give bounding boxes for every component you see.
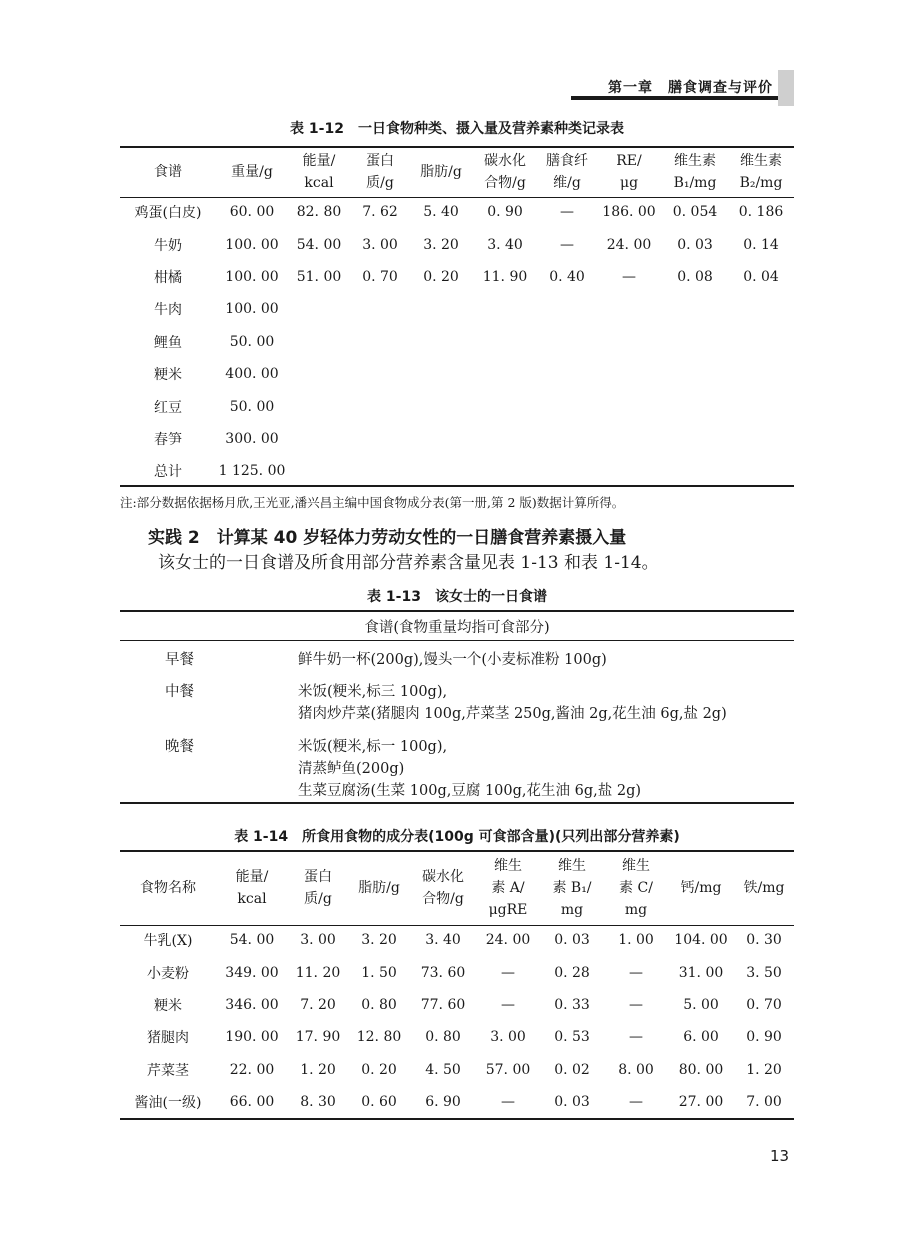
table-1-13-header-rule (120, 640, 794, 641)
column-header-line: kcal (304, 175, 334, 191)
column-header (540, 852, 604, 924)
table-cell (350, 455, 410, 487)
table-cell (350, 358, 410, 390)
table-cell (728, 358, 794, 390)
table-cell (288, 455, 350, 487)
table-cell: 0. 80 (361, 996, 397, 1013)
column-header (668, 852, 734, 924)
column-header-line: 能量/ (302, 153, 336, 169)
table-cell (538, 326, 596, 358)
table-cell: 80. 00 (678, 1061, 724, 1078)
table-cell: 0. 04 (743, 268, 779, 285)
table-cell: 0. 054 (672, 204, 718, 221)
table-cell: 0. 90 (487, 204, 523, 221)
table-cell: 3. 50 (746, 964, 782, 981)
column-header (288, 148, 350, 196)
table-cell (472, 455, 538, 487)
table-row (120, 293, 794, 325)
table-cell (410, 358, 472, 390)
column-header (472, 148, 538, 196)
table-cell: 12. 80 (356, 1029, 402, 1046)
column-header-line: 铁/mg (743, 880, 785, 896)
table-cell (728, 423, 794, 455)
column-header-line: 脂肪/g (420, 164, 462, 180)
table-cell: 0. 30 (746, 932, 782, 949)
column-header-line: 维/g (553, 175, 581, 191)
column-header-line: 蛋白 (304, 869, 332, 885)
chapter-header: 第一章 膳食调查与评价 (608, 80, 773, 96)
table-cell (472, 293, 538, 325)
column-header-line: 脂肪/g (358, 880, 400, 896)
column-header (350, 148, 410, 196)
table-cell: 总计 (154, 464, 182, 481)
table-cell (596, 423, 662, 455)
table-cell (662, 293, 728, 325)
table-cell: 芹菜茎 (147, 1062, 189, 1079)
table-cell (662, 326, 728, 358)
table-cell: 牛肉 (154, 302, 182, 319)
table-1-14-bottom-rule (120, 1118, 794, 1120)
column-header-line: mg (560, 902, 584, 918)
table-cell (662, 423, 728, 455)
table-cell: 50. 00 (229, 333, 275, 350)
column-header-line: 维生素 (674, 153, 716, 169)
table-cell (538, 358, 596, 390)
meal-line: 猪肉炒芹菜(猪腿肉 100g,芹菜茎 250g,酱油 2g,花生油 6g,盐 2g) (298, 706, 727, 722)
column-header-line: 重量/g (231, 164, 273, 180)
table-row (120, 261, 794, 293)
column-header-line: 素 C/ (619, 880, 653, 896)
table-cell: 0. 40 (549, 268, 585, 285)
table-cell: 24. 00 (485, 932, 531, 949)
column-header-line: 膳食纤 (546, 153, 588, 169)
table-cell: — (501, 964, 515, 981)
table-row (120, 358, 794, 390)
column-header-line: 质/g (304, 891, 332, 907)
column-header (348, 852, 410, 924)
table-cell: 0. 33 (554, 996, 590, 1013)
table-cell: 0. 02 (554, 1061, 590, 1078)
table-cell: 3. 20 (423, 236, 459, 253)
table-cell: 60. 00 (229, 204, 275, 221)
table-cell: 82. 80 (296, 204, 342, 221)
table-cell (538, 423, 596, 455)
column-header-line: 蛋白 (366, 153, 394, 169)
table-row (120, 196, 794, 228)
table-cell: 3. 00 (300, 932, 336, 949)
column-header-line: kcal (237, 891, 267, 907)
meal-name-breakfast: 早餐 (165, 652, 194, 668)
table-cell: 0. 80 (425, 1029, 461, 1046)
column-header-line: 食谱 (154, 164, 182, 180)
table-cell (596, 326, 662, 358)
table-cell: 小麦粉 (147, 965, 189, 982)
table-cell: 0. 90 (746, 1029, 782, 1046)
table-cell: 3. 00 (362, 236, 398, 253)
column-header-line: 维生素 (740, 153, 782, 169)
column-header-line: 食物名称 (140, 880, 196, 896)
table-cell (410, 455, 472, 487)
table-cell: 粳米 (154, 367, 182, 384)
table-cell: — (629, 996, 643, 1013)
table-cell (662, 358, 728, 390)
meal-line: 米饭(粳米,标三 100g), (298, 684, 448, 700)
table-1-12-header-row (120, 148, 794, 196)
table-row (120, 924, 794, 956)
table-cell (728, 326, 794, 358)
table-1-12-bottom-rule (120, 485, 794, 487)
column-header-line: 维生 (622, 858, 650, 874)
table-cell: 50. 00 (229, 398, 275, 415)
column-header (288, 852, 348, 924)
table-cell (596, 390, 662, 422)
table-cell: 猪腿肉 (147, 1030, 189, 1047)
table-cell: 7. 00 (746, 1094, 782, 1111)
column-header-line: 维生 (558, 858, 586, 874)
table-cell: 100. 00 (225, 236, 279, 253)
table-row (120, 390, 794, 422)
table-cell (410, 326, 472, 358)
table-cell (288, 390, 350, 422)
table-cell: 0. 70 (362, 268, 398, 285)
table-1-14-caption: 表 1-14 所食用食物的成分表(100g 可食部含量)(只列出部分营养素) (234, 829, 680, 845)
table-row (120, 228, 794, 260)
meal-line: 生菜豆腐汤(生菜 100g,豆腐 100g,花生油 6g,盐 2g) (298, 783, 642, 799)
table-cell: 22. 00 (229, 1061, 275, 1078)
table-cell: 7. 62 (362, 204, 398, 221)
table-cell: 7. 20 (300, 996, 336, 1013)
table-cell: 346. 00 (225, 996, 279, 1013)
table-cell (472, 390, 538, 422)
table-cell: 6. 90 (425, 1094, 461, 1111)
table-cell (410, 293, 472, 325)
table-cell (472, 358, 538, 390)
column-header (728, 148, 794, 196)
table-cell: 鲤鱼 (154, 334, 182, 351)
table-1-14-header-row (120, 852, 794, 924)
column-header-line: 能量/ (235, 869, 269, 885)
table-row (120, 956, 794, 988)
table-cell: 0. 70 (746, 996, 782, 1013)
table-cell: 0. 186 (738, 204, 784, 221)
table-cell: 77. 60 (420, 996, 466, 1013)
table-cell (538, 390, 596, 422)
chapter-tab-marker (778, 70, 794, 106)
table-cell: 0. 20 (361, 1061, 397, 1078)
column-header (410, 148, 472, 196)
table-cell: 100. 00 (225, 268, 279, 285)
meal-line: 清蒸鲈鱼(200g) (298, 761, 405, 777)
table-cell: 3. 40 (425, 932, 461, 949)
table-cell: 0. 03 (554, 932, 590, 949)
table-cell: 100. 00 (225, 301, 279, 318)
column-header-line: mg (624, 902, 648, 918)
table-cell: — (622, 268, 636, 285)
table-cell: 红豆 (154, 399, 182, 416)
table-cell (662, 455, 728, 487)
column-header (734, 852, 794, 924)
table-1-13-caption: 表 1-13 该女士的一日食谱 (367, 589, 547, 605)
table-cell: 5. 40 (423, 204, 459, 221)
table-cell: — (629, 1094, 643, 1111)
column-header (662, 148, 728, 196)
table-cell: 3. 40 (487, 236, 523, 253)
table-cell: 0. 08 (677, 268, 713, 285)
table-cell (596, 455, 662, 487)
column-header-line: μgRE (488, 902, 528, 918)
table-cell: 57. 00 (485, 1061, 531, 1078)
table-cell: 104. 00 (674, 932, 728, 949)
column-header (538, 148, 596, 196)
table-1-13-bottom-rule (120, 802, 794, 804)
table-1-12-note: 注:部分数据依据杨月欣,王光亚,潘兴昌主编中国食物成分表(第一册,第 2 版)数据计算所得。 (120, 495, 625, 510)
table-cell: 400. 00 (225, 366, 279, 383)
table-cell: — (560, 236, 574, 253)
table-cell: 8. 00 (618, 1061, 654, 1078)
table-cell: 186. 00 (602, 204, 656, 221)
table-cell (472, 423, 538, 455)
practice-2-title: 实践 2 计算某 40 岁轻体力劳动女性的一日膳食营养素摄入量 (148, 528, 627, 548)
table-cell: 1. 20 (746, 1061, 782, 1078)
column-header (604, 852, 668, 924)
table-cell: 0. 14 (743, 236, 779, 253)
table-row (120, 326, 794, 358)
table-cell: 1. 00 (618, 932, 654, 949)
table-1-14-header-rule (120, 925, 794, 926)
column-header (120, 148, 216, 196)
table-cell: 1. 50 (361, 964, 397, 981)
column-header-line: 合物/g (484, 175, 526, 191)
table-cell (350, 390, 410, 422)
table-cell (350, 293, 410, 325)
table-cell: 73. 60 (420, 964, 466, 981)
table-cell: — (501, 1094, 515, 1111)
table-cell (538, 293, 596, 325)
column-header-line: B₂/mg (739, 175, 783, 191)
table-cell: 1. 20 (300, 1061, 336, 1078)
column-header-line: 维生 (494, 858, 522, 874)
table-cell (472, 326, 538, 358)
table-1-13-top-rule (120, 610, 794, 612)
table-cell (350, 326, 410, 358)
table-cell: 54. 00 (296, 236, 342, 253)
column-header-line: μg (619, 175, 639, 191)
table-cell: 春笋 (154, 431, 182, 448)
column-header-line: 碳水化 (484, 153, 526, 169)
column-header-line: 素 B₁/ (552, 880, 592, 896)
column-header-line: 素 A/ (491, 880, 525, 896)
table-cell: 0. 60 (361, 1094, 397, 1111)
table-cell: — (629, 964, 643, 981)
table-cell: 24. 00 (606, 236, 652, 253)
table-cell: 0. 28 (554, 964, 590, 981)
table-row (120, 989, 794, 1021)
table-cell: 51. 00 (296, 268, 342, 285)
table-cell: 5. 00 (683, 996, 719, 1013)
table-cell (728, 390, 794, 422)
table-1-13-header: 食谱(食物重量均指可食部分) (364, 620, 550, 636)
table-cell: 1 125. 00 (218, 463, 286, 480)
table-cell: 0. 53 (554, 1029, 590, 1046)
meal-line: 鲜牛奶一杯(200g),馒头一个(小麦标准粉 100g) (298, 652, 607, 668)
table-row (120, 455, 794, 487)
column-header (596, 148, 662, 196)
table-cell: 349. 00 (225, 964, 279, 981)
table-cell: 27. 00 (678, 1094, 724, 1111)
meal-name-dinner: 晚餐 (165, 739, 194, 755)
table-cell: 鸡蛋(白皮) (134, 205, 202, 222)
table-cell: 190. 00 (225, 1029, 279, 1046)
table-cell (728, 455, 794, 487)
table-cell (288, 326, 350, 358)
column-header-line: 质/g (366, 175, 394, 191)
table-1-14 (120, 852, 794, 1118)
column-header (216, 852, 288, 924)
table-cell (288, 358, 350, 390)
table-row (120, 1021, 794, 1053)
table-cell: 0. 03 (677, 236, 713, 253)
table-cell (538, 455, 596, 487)
column-header-line: 碳水化 (422, 869, 464, 885)
table-cell: 31. 00 (678, 964, 724, 981)
table-cell (662, 390, 728, 422)
column-header (216, 148, 288, 196)
table-row (120, 1054, 794, 1086)
table-cell: 牛乳(X) (143, 933, 193, 950)
table-cell (596, 293, 662, 325)
table-1-12-caption: 表 1-12 一日食物种类、摄入量及营养素种类记录表 (290, 121, 624, 137)
table-cell: 17. 90 (295, 1029, 341, 1046)
meal-name-lunch: 中餐 (165, 684, 194, 700)
table-1-12-header-rule (120, 197, 794, 198)
table-cell: 11. 90 (482, 268, 528, 285)
table-cell: 牛奶 (154, 237, 182, 254)
table-1-12 (120, 148, 794, 488)
table-row (120, 1086, 794, 1118)
table-cell: 66. 00 (229, 1094, 275, 1111)
table-cell (596, 358, 662, 390)
page-number: 13 (770, 1147, 790, 1165)
column-header-line: B₁/mg (673, 175, 717, 191)
table-cell (728, 293, 794, 325)
table-row (120, 423, 794, 455)
table-cell: — (560, 204, 574, 221)
table-cell: 4. 50 (425, 1061, 461, 1078)
table-cell (350, 423, 410, 455)
table-cell: 柑橘 (154, 269, 182, 286)
table-cell: 300. 00 (225, 430, 279, 447)
table-cell (288, 293, 350, 325)
column-header (476, 852, 540, 924)
table-cell: 6. 00 (683, 1029, 719, 1046)
table-cell: 0. 20 (423, 268, 459, 285)
column-header-line: 钙/mg (680, 880, 722, 896)
table-cell: — (501, 996, 515, 1013)
table-cell: 0. 03 (554, 1094, 590, 1111)
practice-2-body: 该女士的一日食谱及所食用部分营养素含量见表 1-13 和表 1-14。 (158, 553, 659, 573)
table-cell: 11. 20 (295, 964, 341, 981)
table-cell (410, 390, 472, 422)
table-cell: — (629, 1029, 643, 1046)
column-header (120, 852, 216, 924)
column-header-line: RE/ (616, 153, 642, 169)
table-cell (410, 423, 472, 455)
meal-line: 米饭(粳米,标一 100g), (298, 739, 448, 755)
column-header (410, 852, 476, 924)
table-cell: 3. 20 (361, 932, 397, 949)
table-cell: 粳米 (154, 997, 182, 1014)
table-cell (288, 423, 350, 455)
table-cell: 3. 00 (490, 1029, 526, 1046)
table-cell: 酱油(一级) (134, 1095, 202, 1112)
table-cell: 8. 30 (300, 1094, 336, 1111)
column-header-line: 合物/g (422, 891, 464, 907)
table-cell: 54. 00 (229, 932, 275, 949)
